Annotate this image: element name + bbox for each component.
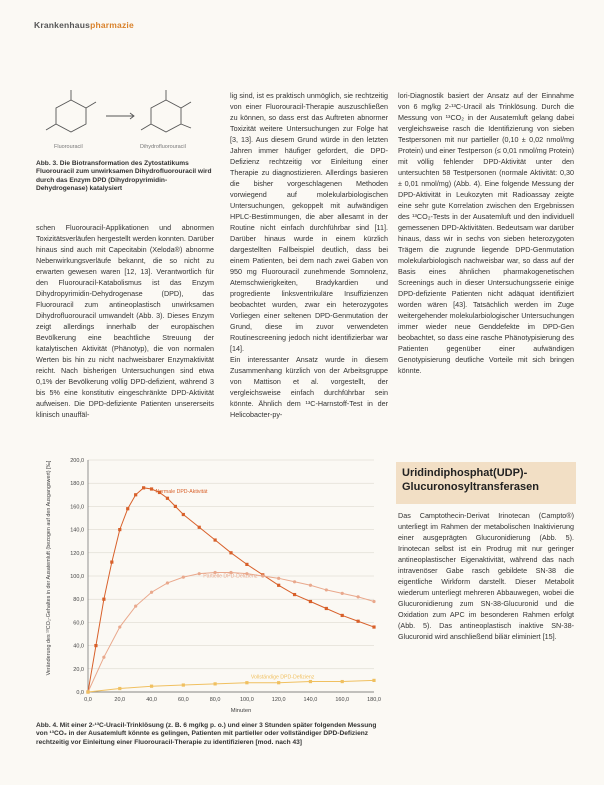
data-point [277,584,280,587]
x-tick-label: 160,0 [335,697,350,703]
data-point [102,598,105,601]
chart-tick-labels [70,458,381,703]
figure3-structure [36,82,216,154]
data-point [102,656,105,659]
data-point [118,528,121,531]
data-point [166,581,169,584]
data-point [118,687,121,690]
data-point [277,577,280,580]
column-2-text: lig sind, ist es praktisch unmöglich, sie rechtzeitig von einer Fluorouracil-Therapie auszuschließen zu können, so dass erst das Auftreten abnormer Toxizität weitere Untersuchungen zur Folge hat [3, 13]. Aus diesem Grund würde in den letzten Jahren immer häufiger gefordert, die DPD-Defizienz rechtzeitig vor Einleitung einer Therapie zu diagnostizieren. Allerdings basieren die bisher vorgeschlagenen Methoden vorwiegend auf molekularbiologischen Untersuchungen, gekoppelt mit aufwändigen HPLC-Bestimmungen, die aber allesamt in der Routine nicht einfach durchführbar sind [11]. Darüber hinaus wurde in einem kürzlich dargestellten Fallbeispiel deutlich, dass bei einem Patienten, bei dem nach zwei Gaben von 950 mg Fluorouracil zunehmende Somnolenz, Atemschwierigkeiten, Bradykardien und progrediente linksventrikuläre Insuffizienzen beobachtet wurden, zwar ein heterozygotes Vorliegen einer seltenen DPD-Genmutation der Grund, diese im zuvor verwendeten Routinescreening jedoch nicht identifizierbar war [14]. Ein interessanter Ansatz wurde in diesem Zusammenhang kürzlich von der Arbeitsgruppe von Mattison et al. vorgestellt, der vergleichsweise einfach durchführbar sein könnte. Ähnlich dem ¹³C-Harnstoff-Test in der Helicobacter-py- [230,91,388,419]
section-title: Uridindiphosphat(UDP)-Glucuronosyltransferasen [402,467,539,493]
column-3-text: lori-Diagnostik basiert der Ansatz auf der Einnahme von 6 mg/kg 2-¹³C-Uracil als Trinklösung. Durch die Messung von ¹³CO₂ in der Ausatemluft gelang dabei vergleichsweise rasch die Identifizierung von sieben Testpersonen mit nur partieller (0,10 ± 0,02 nmol/mg Protein) und einer Testperson (≤ 0,01 nmol/mg Protein) mit völlig fehlender DPD-Aktivität unter den untersuchten 58 Testpersonen (normale Aktivität: 0,30 ± 0,01 nmol/mg) (Abb. 4). Eine folgende Messung der DPD-Aktivität in Leukozyten mit Radioassay zeigte eine sehr gute Korrelation zwischen den Ergebnissen des ¹³CO₂-Tests in der Ausatemluft und den individuell gemessenen DPD-Aktivitäten. Bedeutsam war darüber hinaus, dass wir in sechs von sieben heterozygoten Trägern die zugrunde liegende DPD-Genmutation molekularbiologisch nachweisbar war, so dass auf der Basis eines ähnlichen pharmakogenetischen Screenings auch in dieser Untersuchungsserie einige DPD-defiziente Patienten nicht adäquat identifiziert worden wären [43]. Tatsächlich werden im Zuge weitergehender molekularbiologischer Untersuchungen immer wieder neue Genddefekte im DPD-Gen beobachtet, so dass eine rasche Phänotypisierung des Patienten gegenüber einer aufwändigen Genotypisierung deutliche Vorteile mit sich bringen könnte. [398,91,574,375]
data-point [372,679,375,682]
series-label: Partielle DPD-Defizienz [203,573,258,580]
x-tick-label: 180,0 [367,697,381,703]
header-left: Krankenhaus [34,20,91,30]
data-point [182,576,185,579]
series-line [88,680,374,692]
x-tick-label: 120,0 [271,697,286,703]
y-tick-label: 100,0 [70,574,84,580]
dihydrofluorouracil-label: Dihydrofluorouracil [140,144,186,150]
chart-x-axis-label: Minuten [230,708,252,714]
data-point [86,690,89,693]
data-point [214,682,217,685]
header-accent: pharmazie [90,20,134,30]
data-point [309,584,312,587]
data-point [277,681,280,684]
figure4-caption: Abb. 4. Mit einer 2-¹³C-Uracil-Trinklösung (z. B. 6 mg/kg p. o.) und einer 3 Stunden später folgenden Messung von ¹³CO₂ in der Ausatemluft könnte es gelingen, Patienten mit partieller oder vollständiger DPD-Defizienz rechtzeitig vor Einleitung einer Fluorouracil-Therapie zu identifizieren [mod. nach 43] [36,722,377,746]
y-tick-label: 120,0 [70,550,84,557]
data-point [325,588,328,591]
data-point [198,572,201,575]
x-tick-label: 100,0 [240,697,254,703]
figure3-caption: Abb. 3. Die Biotransformation des Zytostatikums Fluorouracil zum unwirksamen Dihydrofluorouracil wird durch das Enzym DPD (Dihydropyrimidin-Dehydrogenase) katalysiert [36,160,212,193]
x-tick-label: 140,0 [303,697,318,703]
data-point [341,592,344,595]
data-point [126,507,129,510]
fluorouracil-ring [56,100,86,132]
series-2 [86,571,375,694]
data-point [229,551,232,554]
data-point [174,505,177,508]
y-tick-label: 40,0 [73,643,84,650]
data-point [198,526,201,529]
y-tick-label: 60,0 [73,620,84,627]
data-point [182,513,185,516]
section-heading-box [396,462,576,504]
data-point [134,605,137,608]
column-2 [230,90,388,454]
y-tick-label: 180,0 [70,481,84,488]
data-point [325,607,328,610]
y-tick-label: 0,0 [76,690,84,696]
data-point [142,486,145,489]
y-tick-label: 160,0 [70,504,84,511]
data-point [166,497,169,500]
column-3 [398,90,574,452]
chart-y-axis-label: Veränderung des ¹³CO₂-Gehaltes in der Ausatemluft (bezogen auf den Ausgangswert) [‰] [46,460,52,676]
figure4-chart [36,456,386,718]
y-tick-label: 200,0 [70,458,84,464]
data-point [309,600,312,603]
data-point [341,680,344,683]
series-label: Vollständige DPD-Defizienz [250,674,315,681]
x-tick-label: 60,0 [177,697,189,703]
data-point [94,644,97,647]
x-tick-label: 0,0 [84,697,92,703]
x-tick-label: 20,0 [114,697,126,703]
x-tick-label: 80,0 [209,697,221,703]
data-point [134,493,137,496]
column-3-continued [398,510,574,772]
series-3 [86,675,375,694]
data-point [372,625,375,628]
data-point [245,681,248,684]
data-point [357,595,360,598]
x-tick-label: 40,0 [146,697,157,703]
series-label: Normale DPD-Aktivität [155,489,208,495]
fluorouracil-label: Fluorouracil [54,144,83,150]
data-point [214,538,217,541]
chart-series [86,486,375,693]
data-point [357,620,360,623]
data-point [293,580,296,583]
data-point [293,593,296,596]
series-1 [86,486,375,693]
y-tick-label: 20,0 [73,666,84,673]
data-point [110,560,113,563]
data-point [118,625,121,628]
data-point [261,574,264,577]
data-point [150,591,153,594]
data-point [150,487,153,490]
data-point [150,685,153,688]
data-point [182,683,185,686]
dihydrofluorouracil-ring [151,100,181,132]
y-tick-label: 140,0 [70,527,84,534]
y-tick-label: 80,0 [73,597,84,604]
data-point [372,600,375,603]
column-1-text: schen Fluorouracil-Applikationen und abnormen Toxizitätsverläufen hergestellt werden konnten. Darüber hinaus sind auch mit Capecitabin (Xeloda®) abnorme Nebenwirkungsverläufe bekannt, die so nicht zu erwarten gewesen waren [12, 13]. Verantwortlich für den Fluorouracil-Katabolismus ist das Enzym Dihydropyrimidin-Dehydrogenase (DPD), das Fluorouracil zum antineoplastisch unwirksamen Dihydrofluorouracil umwandelt (Abb. 3). Dieses Enzym zeigt allerdings innerhalb der europäischen Bevölkerung eine beachtliche Streuung der katalytischen Aktivität (Phänotyp), die von normalen Werten bis hin zu nicht nachweisbarer Enzymaktivität reicht. Nach bisherigen Untersuchungen sind etwa 0,1% der Bevölkerung völlig DPD-defizient, während 3 bis 5% eine konstitutiv eingeschränkte DPD-Aktivität aufweisen. Die DPD-defiziente Patienten unsererseits klinisch unauffäl- [36,223,214,419]
data-point [245,563,248,566]
data-point [341,614,344,617]
series-line [88,488,374,692]
series-line [88,573,374,692]
running-header [34,20,134,30]
column-3b-text: Das Camptothecin-Derivat Irinotecan (Campto®) unterliegt im Rahmen der metabolischen Inaktivierung einer ausgeprägten Glucuronidierung (Abb. 5). Irinotecan selbst ist ein Prodrug mit nur geringer antineoplastischer Eigenaktivität, während das nach intravenöser Gabe rasch gebildete SN-38 die eigentliche Wirkform darstellt. Dieser Metabolit wiederum unterliegt mehreren Abbauwegen, wobei die Glucuronidierung zum SN-38-Glucuronid und die Oxidation zum APC im besonderen Rahmen erfolgt (Abb. 5). Das antineoplastisch inaktive SN-38-Glucuronid wird anschließend biliär eliminiert [15]. [398,511,574,641]
column-1 [36,222,214,450]
